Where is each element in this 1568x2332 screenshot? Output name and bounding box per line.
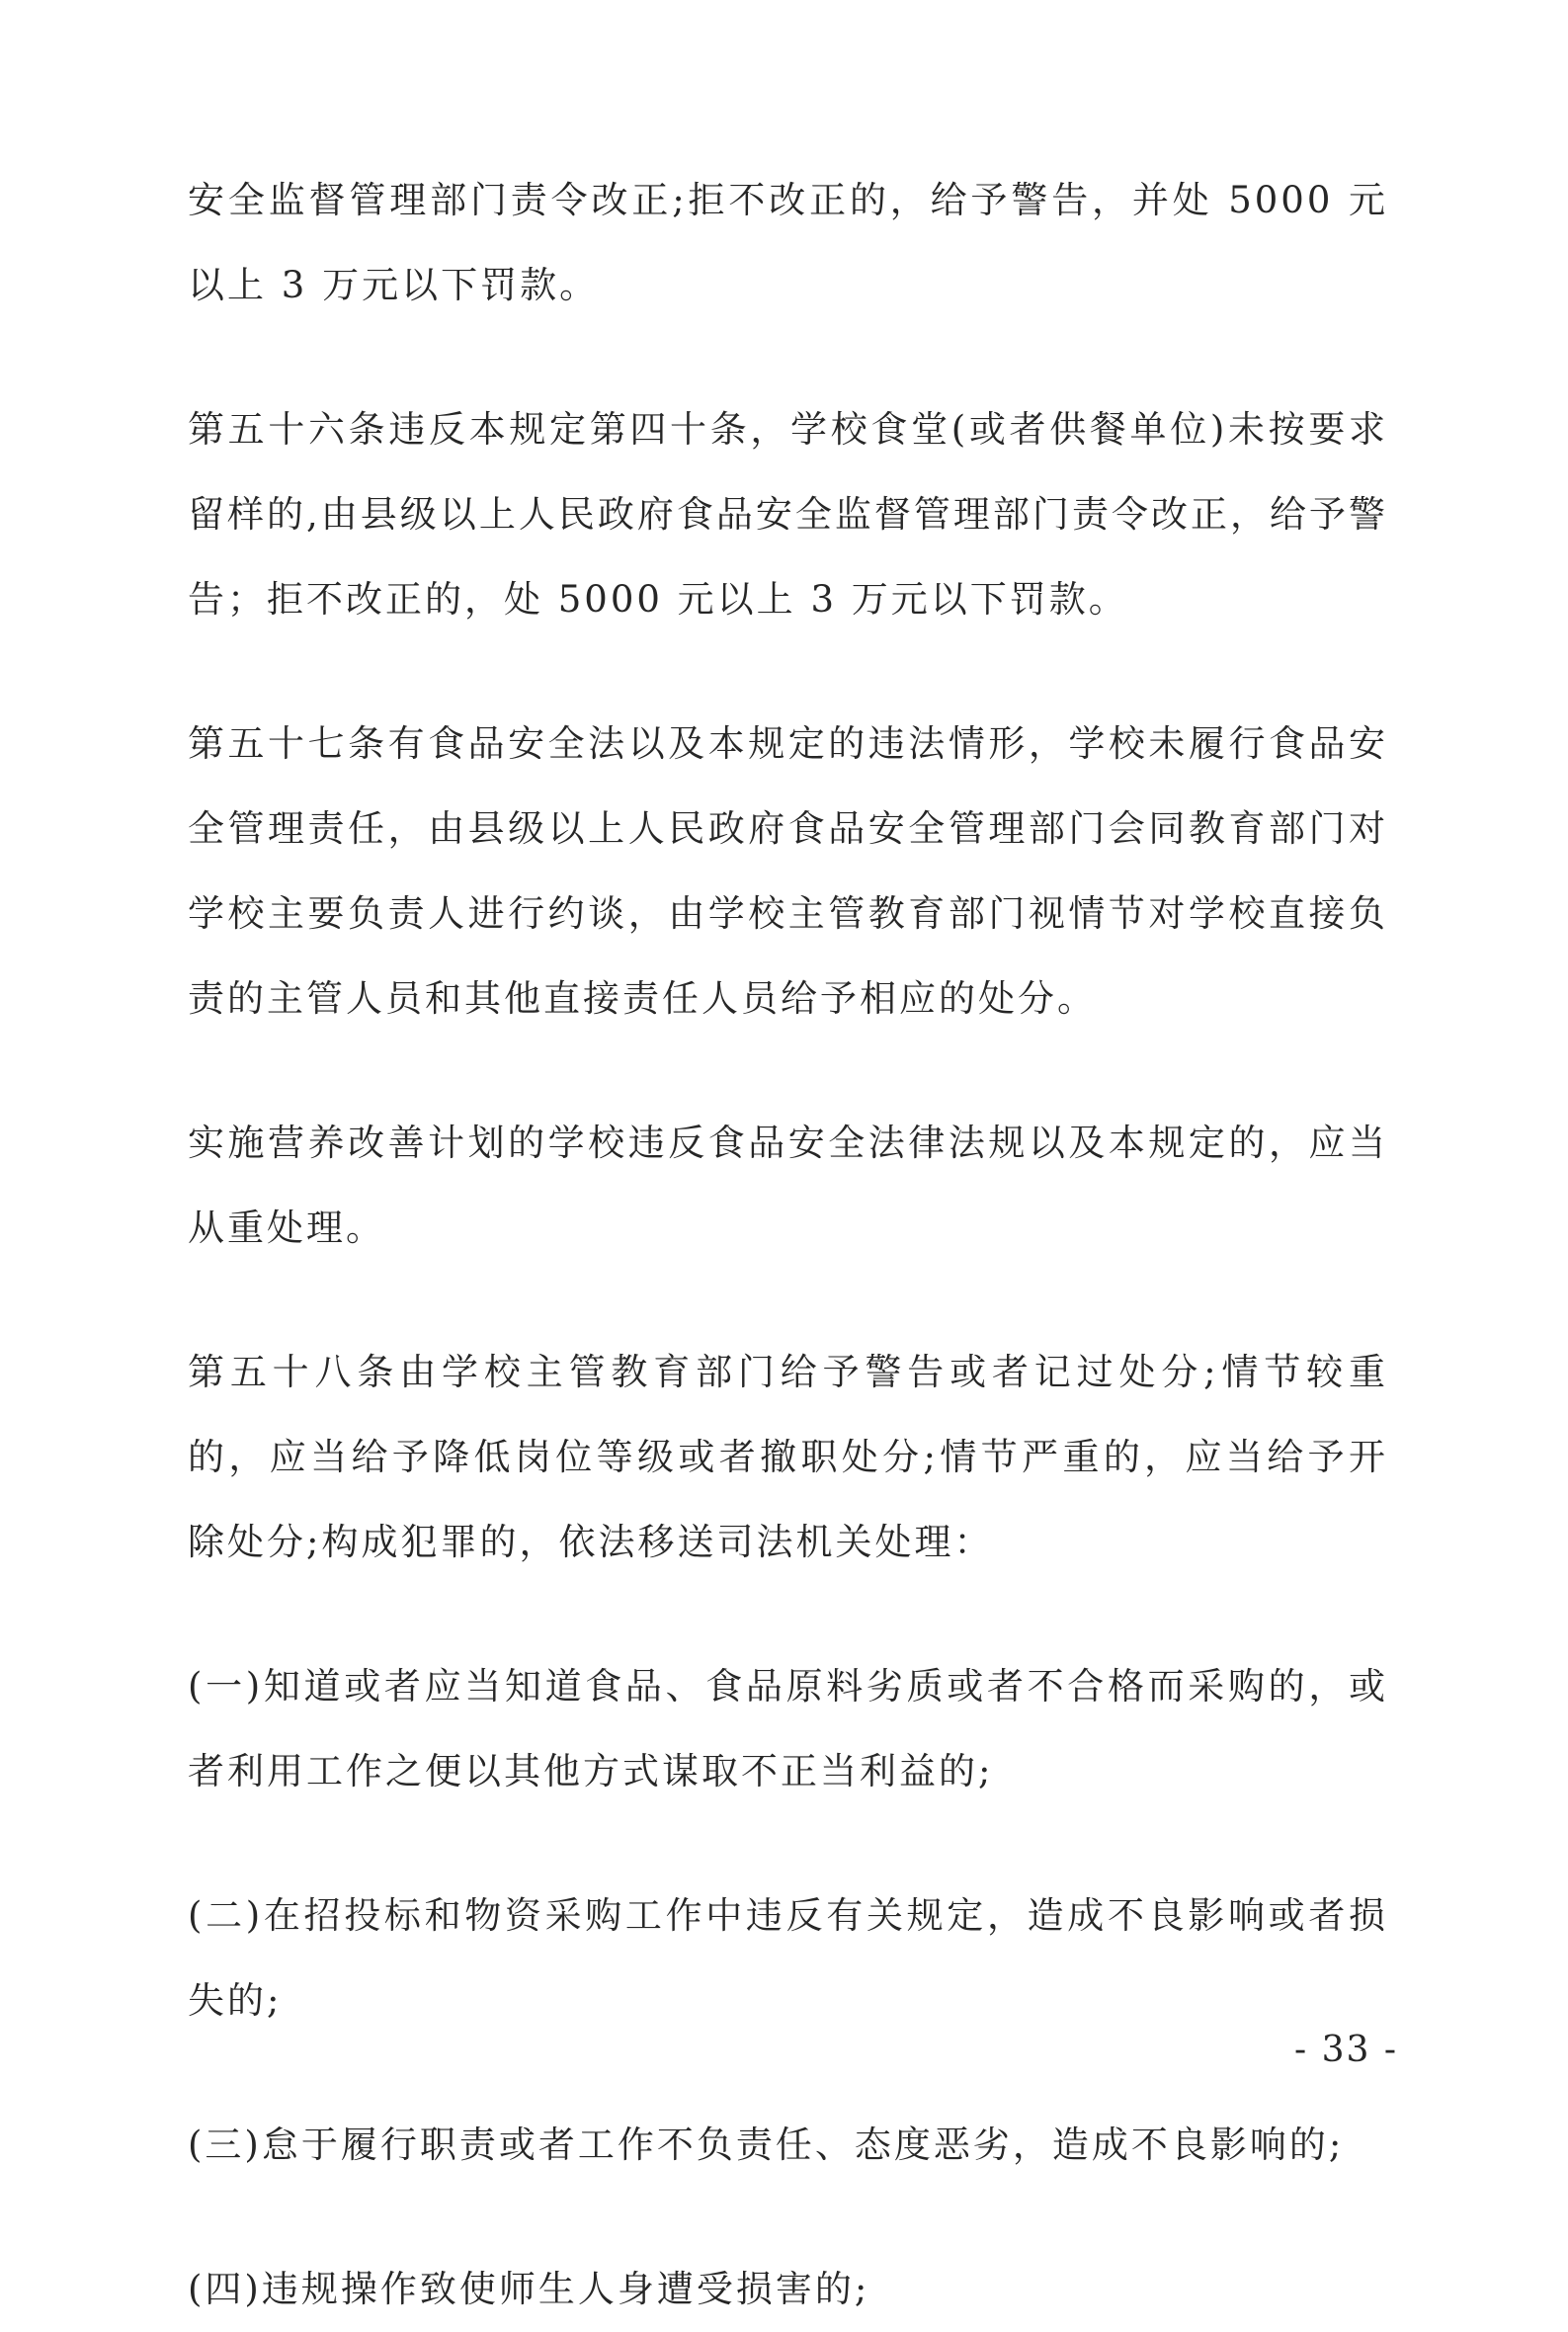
paragraph-nutrition-plan: 实施营养改善计划的学校违反食品安全法律法规以及本规定的，应当从重处理。: [188, 1122, 1388, 1249]
paragraph-article-56: 第五十六条违反本规定第四十条，学校食堂(或者供餐单位)未按要求留样的,由县级以上人民政府食品安全监督管理部门责令改正，给予警告；拒不改正的，处 5000 元以上 3 万元以下罚款。: [188, 408, 1388, 621]
page-number: - 33 -: [1293, 2030, 1398, 2070]
paragraph-article-58: 第五十八条由学校主管教育部门给予警告或者记过处分;情节较重的，应当给予降低岗位等级或者撤职处分;情节严重的，应当给予开除处分;构成犯罪的，依法移送司法机关处理：: [188, 1351, 1388, 1563]
paragraph-item-3: (三)怠于履行职责或者工作不负责任、态度恶劣，造成不良影响的;: [188, 2124, 1345, 2166]
paragraph-item-4: (四)违规操作致使师生人身遭受损害的;: [188, 2268, 870, 2310]
document-body: [188, 158, 1388, 2332]
paragraph-item-1: (一)知道或者应当知道食品、食品原料劣质或者不合格而采购的，或者利用工作之便以其他方式谋取不正当利益的;: [188, 1665, 1388, 1792]
paragraph-penalty-continuation: 安全监督管理部门责令改正;拒不改正的，给予警告，并处 5000 元以上 3 万元以下罚款。: [188, 179, 1388, 306]
paragraph-item-2: (二)在招投标和物资采购工作中违反有关规定，造成不良影响或者损失的;: [188, 1894, 1388, 2022]
paragraph-article-57: 第五十七条有食品安全法以及本规定的违法情形，学校未履行食品安全管理责任，由县级以上人民政府食品安全管理部门会同教育部门对学校主要负责人进行约谈，由学校主管教育部门视情节对学校直接负责的主管人员和其他直接责任人员给予相应的处分。: [188, 722, 1388, 1020]
